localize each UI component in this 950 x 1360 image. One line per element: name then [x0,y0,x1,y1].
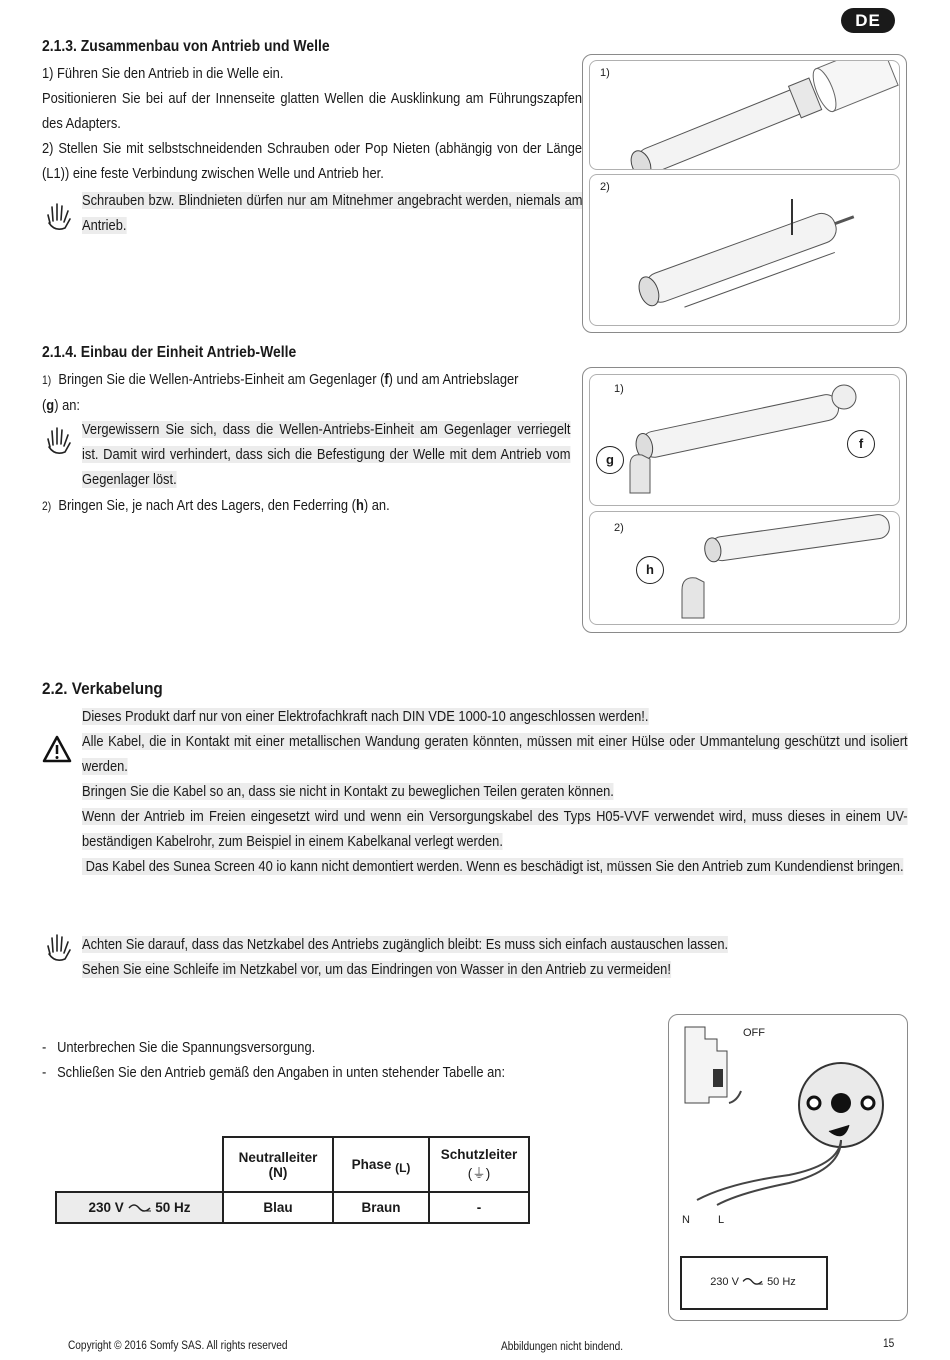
step-text: ) an. [363,497,390,514]
ref-g: g [46,397,55,414]
paragraph: 1) Führen Sie den Antrieb in die Welle ein. [42,65,284,82]
list-item [42,1060,644,1085]
header-text: (L) [395,1161,411,1175]
table-cell-neutral: Blau [223,1192,333,1223]
warning-body: Wenn der Antrieb im Freien eingesetzt wird und wenn ein Versorgungskabel des Typs H05-VVF verwendet wird, muss dieses in einem UV-beständigen Kabelrohr, zum Beispiel in einem Kabelkanal verlegt werden. [82,808,908,850]
hand-note-icon [45,201,75,233]
callout-h: h [636,556,664,584]
warning-line [82,704,908,729]
figure-wiring [668,1014,908,1321]
section-heading-2-1-3: 2.1.3. Zusammenbau von Antrieb und Welle [42,38,330,55]
cell-text: 50 Hz [155,1200,191,1215]
warning-line [82,779,908,804]
step-number: 1) [42,373,52,387]
figure-panel-2 [589,174,900,326]
wiring-table [55,1136,530,1224]
neutral-wire-label: N [682,1214,690,1226]
figure-panel-label: 2) [600,181,610,193]
table-row [56,1192,529,1223]
page-number: 15 [883,1338,895,1350]
ref-h: h [355,497,364,514]
warning-triangle-icon [42,735,72,763]
footer-copyright: Copyright © 2016 Somfy SAS. All rights reserved [68,1340,288,1352]
supply-label [683,1276,823,1288]
figure-panel-label: 2) [614,522,624,534]
list-item-text: Unterbrechen Sie die Spannungsversorgung. [57,1039,316,1056]
breaker-and-motor-head-illustration [669,1015,907,1320]
supply-voltage: 230 V [710,1276,739,1288]
ref-f: f [384,371,389,388]
table-cell-phase: Braun [333,1192,429,1223]
phase-wire-label: L [718,1214,725,1226]
note-line [82,957,908,982]
paragraph: Positionieren Sie bei auf der Innenseite glatten Wellen die Ausklinkung am Führungszapfen des Adapters. [42,90,583,132]
ac-wave-icon [742,1276,764,1285]
footer-disclaimer: Abbildungen nicht bindend. [501,1341,624,1353]
note-body: Schrauben bzw. Blindnieten dürfen nur am Mitnehmer angebracht werden, niemals am Antrieb. [82,192,583,234]
figure-panel-1 [589,374,900,506]
hand-note-icon [45,932,75,964]
step-text: ) an: [54,397,81,414]
warning-line [82,729,908,779]
step-1 [42,367,580,418]
section-heading-2-1-4: 2.1.4. Einbau der Einheit Antrieb-Welle [42,344,297,361]
table-row-label [56,1192,223,1223]
screw-fixing-illustration [590,175,899,325]
bullet-list [42,1035,644,1085]
table-header-neutral [223,1137,333,1192]
note-body: Achten Sie darauf, dass das Netzkabel des Antriebs zugänglich bleibt: Es muss sich einfach austauschen lassen. [82,936,729,953]
warning-body: Bringen Sie die Kabel so an, dass sie nicht in Kontakt zu beweglichen Teilen geraten können. [82,783,614,800]
callout-f: f [847,430,875,458]
supply-frequency: 50 Hz [767,1276,796,1288]
note-body: Sehen Sie eine Schleife im Netzkabel vor, um das Eindringen von Wasser in den Antrieb zu vermeiden! [82,961,671,978]
cell-text: 230 V [88,1200,124,1215]
step-2 [42,493,558,519]
header-text: (⏚) [467,1166,491,1181]
list-item [42,1035,644,1060]
motor-insert-illustration [590,61,899,169]
bullet-dash: - [42,1039,47,1056]
section-213-text [42,61,582,186]
step-text: Bringen Sie, je nach Art des Lagers, den Federring ( [58,497,356,514]
list-item-text: Schließen Sie den Antrieb gemäß den Angaben in unten stehender Tabelle an: [57,1064,506,1081]
figure-panel-2 [589,511,900,625]
step-text: ( [42,397,47,414]
table-header-earth [429,1137,529,1192]
off-label: OFF [743,1027,765,1039]
bullet-dash: - [42,1064,47,1081]
warning-body: Alle Kabel, die in Kontakt mit einer metallischen Wandung geraten könnten, müssen mit einer Hülse oder Ummantelung geschützt und isoliert werden. [82,733,908,775]
table-header-phase [333,1137,429,1192]
figure-panel-label: 1) [614,383,624,395]
step-number: 2) [42,499,52,513]
step-text: ) und am Antriebslager [388,371,519,388]
callout-g: g [596,446,624,474]
paragraph: 2) Stellen Sie mit selbstschneidenden Schrauben oder Pop Nieten (abhängig von der Länge (L1)) eine feste Verbindung zwischen Welle und Antrieb her. [42,140,583,182]
figure-panel-label: 1) [600,67,610,79]
ac-wave-icon [128,1202,152,1212]
hand-note-icon [45,425,75,457]
warning-line [82,854,908,879]
warning-body: Dieses Produkt darf nur von einer Elektrofachkraft nach DIN VDE 1000-10 angeschlossen werden!. [82,708,649,725]
figure-panel-1 [589,60,900,170]
note-body: Vergewissern Sie sich, dass die Wellen-Antriebs-Einheit am Gegenlager verriegelt ist. Damit wird verhindert, dass sich die Befestigung der Welle mit dem Antrieb vom Gegenlager löst. [82,421,571,488]
warning-body: Das Kabel des Sunea Screen 40 io kann nicht demontiert werden. Wenn es beschädigt ist, müssen Sie den Antrieb zum Kundendienst bringen. [82,858,904,875]
header-text: (N) [268,1164,288,1180]
note-line [82,932,908,957]
table-cell-earth: - [429,1192,529,1223]
header-text: Neutralleiter [238,1149,318,1165]
table-empty-cell [56,1137,223,1192]
warning-line [82,804,908,854]
header-text: Phase [351,1157,392,1172]
note-text [82,932,908,982]
step-text: Bringen Sie die Wellen-Antriebs-Einheit am Gegenlager ( [58,371,385,388]
language-badge: DE [841,8,895,33]
note-text [82,188,583,238]
header-text: Schutzleiter [440,1147,518,1162]
section-heading-2-2: 2.2. Verkabelung [42,679,163,698]
note-text [82,417,570,492]
warning-text [82,704,908,879]
